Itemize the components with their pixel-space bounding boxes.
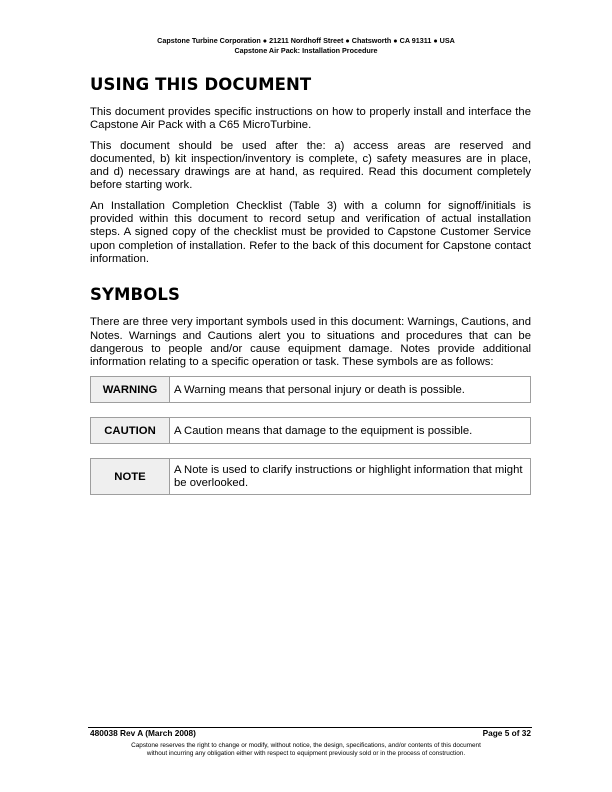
header-company-address: Capstone Turbine Corporation ● 21211 Nordhoff Street ● Chatsworth ● CA 91311 ● USA: [157, 36, 455, 45]
warning-symbol-table: [90, 376, 531, 403]
section-title-using-this-document: USING THIS DOCUMENT: [90, 75, 312, 94]
footer-document-number: 480038 Rev A (March 2008): [90, 728, 196, 738]
footer-notice-line-1: Capstone reserves the right to change or modify, without notice, the design, specifications, and/or contents of this document: [131, 742, 481, 749]
using-paragraph-3: An Installation Completion Checklist (Table 3) with a column for signoff/initials is provided within this document to record setup and verification of actual installation steps. A signed copy of the checklist must be provided to Capstone Customer Service upon completion of installation. Refer to the back of this document for Capstone contact information.: [90, 199, 531, 265]
footer-page-number: 5: [504, 728, 510, 738]
caution-label: CAUTION: [91, 418, 170, 444]
page-footer: [90, 728, 531, 739]
using-paragraph-1: This document provides specific instructions on how to properly install and interface the Capstone Air Pack with a C65 MicroTurbine.: [90, 106, 531, 132]
note-symbol-table: [90, 458, 531, 495]
page-content: [90, 74, 531, 509]
footer-notice-line-2: without incurring any obligation either with respect to equipment previously sold or in the process of construction.: [146, 750, 466, 758]
footer-legal-notice: [0, 742, 612, 759]
footer-page-prefix: Page: [482, 728, 505, 738]
note-description: A Note is used to clarify instructions or highlight information that might be overlooked.: [170, 459, 531, 495]
symbols-intro-paragraph: There are three very important symbols used in this document: Warnings, Cautions, and Notes. Warnings and Cautions alert you to situations and procedures that can be dangerous to people and/or cause equipment damage. Notes provide additional information relating to a specific operation or task. These symbols are as follows:: [90, 316, 531, 369]
warning-description: A Warning means that personal injury or death is possible.: [170, 377, 531, 403]
page-header: [0, 36, 612, 55]
section-title-symbols: SYMBOLS: [90, 285, 180, 305]
warning-label: WARNING: [91, 377, 170, 403]
note-label: NOTE: [91, 459, 170, 495]
caution-description: A Caution means that damage to the equipment is possible.: [170, 418, 531, 444]
caution-symbol-table: [90, 417, 531, 444]
header-document-title: Capstone Air Pack: Installation Procedure: [234, 45, 378, 55]
using-paragraph-2: This document should be used after the: a) access areas are reserved and documented, b) kit inspection/inventory is complete, c) safety measures are in place, and d) necessary drawings are at hand, as required. Read this document completely before starting work.: [90, 139, 531, 192]
footer-page-indicator: [483, 728, 531, 739]
footer-page-total: of 32: [509, 728, 531, 738]
